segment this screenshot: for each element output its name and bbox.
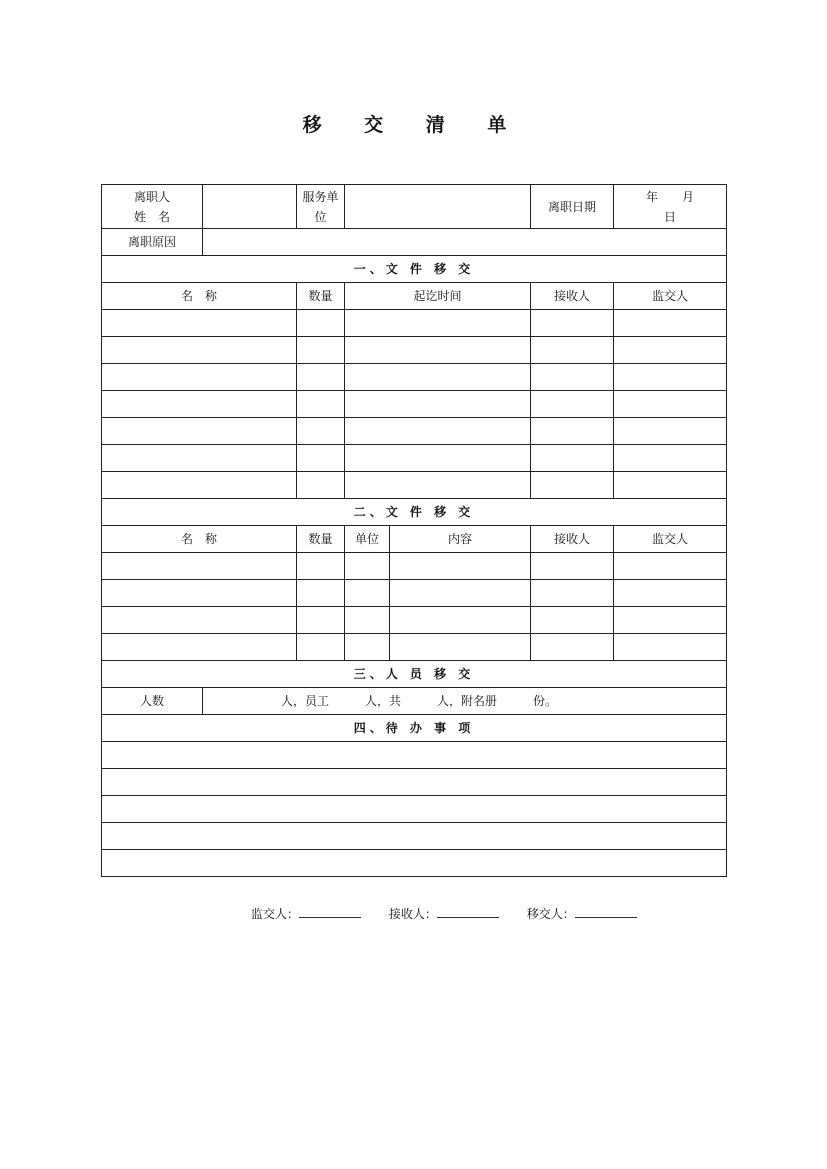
- supervisor-signature-label: 监交人：: [251, 907, 300, 921]
- todo-entry-cell[interactable]: [102, 823, 727, 850]
- s1-entry-cell[interactable]: [345, 418, 531, 445]
- handover-signature-blank[interactable]: [575, 905, 637, 918]
- todo-entry-cell[interactable]: [102, 796, 727, 823]
- s1-entry-cell[interactable]: [614, 364, 727, 391]
- handover-form-table: [101, 184, 727, 877]
- section1-title-row: [102, 256, 727, 283]
- s1-entry-cell[interactable]: [531, 310, 614, 337]
- s2-col-name: 名 称: [102, 526, 297, 553]
- s1-entry-cell[interactable]: [614, 418, 727, 445]
- s2-entry-row: [102, 580, 727, 607]
- todo-entry-row: [102, 823, 727, 850]
- s1-col-supervisor: 监交人: [614, 283, 727, 310]
- name-field[interactable]: [203, 185, 297, 229]
- date-year-month: 年 月: [645, 189, 694, 204]
- s1-entry-cell[interactable]: [297, 310, 345, 337]
- name-label-line1: 离职人: [133, 189, 170, 204]
- receiver-signature-label: 接收人：: [388, 907, 437, 921]
- handover-signature: [527, 905, 637, 922]
- headcount-row: [102, 688, 727, 715]
- s2-col-supervisor: 监交人: [614, 526, 727, 553]
- reason-row: [102, 229, 727, 256]
- s2-entry-cell[interactable]: [345, 553, 390, 580]
- section1-header-row: [102, 283, 727, 310]
- s1-entry-cell[interactable]: [345, 337, 531, 364]
- s2-entry-cell[interactable]: [390, 607, 531, 634]
- s2-entry-cell[interactable]: [390, 634, 531, 661]
- s1-entry-cell[interactable]: [345, 445, 531, 472]
- section2-header-row: [102, 526, 727, 553]
- s2-entry-row: [102, 607, 727, 634]
- section2-title-row: [102, 499, 727, 526]
- s2-entry-cell[interactable]: [614, 607, 727, 634]
- s2-entry-cell[interactable]: [102, 607, 297, 634]
- s2-entry-cell[interactable]: [297, 580, 345, 607]
- s2-entry-cell[interactable]: [297, 634, 345, 661]
- todo-entry-cell[interactable]: [102, 742, 727, 769]
- s1-entry-cell[interactable]: [102, 418, 297, 445]
- s2-entry-cell[interactable]: [102, 580, 297, 607]
- s1-entry-cell[interactable]: [102, 472, 297, 499]
- s1-entry-cell[interactable]: [297, 418, 345, 445]
- s1-entry-cell[interactable]: [345, 472, 531, 499]
- s1-entry-row: [102, 337, 727, 364]
- todo-entry-row: [102, 742, 727, 769]
- section3-title-row: [102, 661, 727, 688]
- s1-entry-cell[interactable]: [531, 445, 614, 472]
- s2-entry-row: [102, 553, 727, 580]
- name-label: [102, 185, 203, 229]
- s2-col-unit: 单位: [345, 526, 390, 553]
- s2-entry-cell[interactable]: [531, 580, 614, 607]
- todo-entry-row: [102, 850, 727, 877]
- s1-col-quantity: 数量: [297, 283, 345, 310]
- s2-entry-cell[interactable]: [345, 607, 390, 634]
- s2-entry-cell[interactable]: [102, 553, 297, 580]
- signature-line: [251, 905, 661, 922]
- s2-entry-cell[interactable]: [345, 634, 390, 661]
- unit-field[interactable]: [345, 185, 531, 229]
- s2-entry-cell[interactable]: [614, 634, 727, 661]
- s2-entry-cell[interactable]: [102, 634, 297, 661]
- s1-entry-cell[interactable]: [102, 310, 297, 337]
- receiver-signature-blank[interactable]: [437, 905, 499, 918]
- s1-entry-cell[interactable]: [297, 391, 345, 418]
- s2-entry-cell[interactable]: [390, 553, 531, 580]
- headcount-field[interactable]: 人，员工 人，共 人，附名册 份。: [203, 688, 727, 715]
- s1-entry-cell[interactable]: [531, 364, 614, 391]
- unit-label-line2: 位: [314, 209, 327, 224]
- s2-entry-cell[interactable]: [531, 553, 614, 580]
- s1-entry-row: [102, 418, 727, 445]
- s2-entry-cell[interactable]: [531, 634, 614, 661]
- s2-entry-row: [102, 634, 727, 661]
- s2-entry-cell[interactable]: [345, 580, 390, 607]
- todo-entry-cell[interactable]: [102, 769, 727, 796]
- s1-entry-cell[interactable]: [614, 445, 727, 472]
- s1-entry-cell[interactable]: [102, 364, 297, 391]
- s1-entry-cell[interactable]: [297, 445, 345, 472]
- todo-entry-row: [102, 769, 727, 796]
- s1-col-receiver: 接收人: [531, 283, 614, 310]
- s1-col-name: 名 称: [102, 283, 297, 310]
- s1-entry-cell[interactable]: [531, 337, 614, 364]
- s2-col-receiver: 接收人: [531, 526, 614, 553]
- reason-label: 离职原因: [102, 229, 203, 256]
- header-row: [102, 185, 727, 229]
- receiver-signature: [389, 905, 499, 922]
- s1-entry-cell[interactable]: [297, 337, 345, 364]
- section4-title-row: [102, 715, 727, 742]
- s1-entry-row: [102, 472, 727, 499]
- supervisor-signature: [251, 905, 361, 922]
- unit-label-line1: 服务单: [302, 189, 339, 204]
- page-title: 移 交 清 单: [302, 114, 525, 136]
- s1-entry-cell[interactable]: [531, 391, 614, 418]
- s1-col-period: 起讫时间: [345, 283, 531, 310]
- section3-title: 三、人 员 移 交: [102, 661, 727, 688]
- s1-entry-cell[interactable]: [531, 472, 614, 499]
- date-day: 日: [663, 209, 676, 224]
- s1-entry-row: [102, 445, 727, 472]
- section1-title: 一、文 件 移 交: [102, 256, 727, 283]
- s2-col-content: 内容: [390, 526, 531, 553]
- s1-entry-cell[interactable]: [614, 310, 727, 337]
- handover-signature-label: 移交人：: [526, 907, 575, 921]
- s1-entry-cell[interactable]: [102, 391, 297, 418]
- s1-entry-cell[interactable]: [614, 391, 727, 418]
- name-label-line2: 姓 名: [133, 209, 170, 224]
- s2-entry-cell[interactable]: [614, 580, 727, 607]
- s2-entry-cell[interactable]: [531, 607, 614, 634]
- s1-entry-cell[interactable]: [102, 337, 297, 364]
- s1-entry-cell[interactable]: [297, 364, 345, 391]
- section4-title: 四、待 办 事 项: [102, 715, 727, 742]
- date-label: 离职日期: [531, 185, 614, 229]
- date-field[interactable]: [614, 185, 727, 229]
- s1-entry-row: [102, 391, 727, 418]
- s1-entry-cell[interactable]: [345, 364, 531, 391]
- s2-col-quantity: 数量: [297, 526, 345, 553]
- s1-entry-cell[interactable]: [614, 337, 727, 364]
- s2-entry-cell[interactable]: [614, 553, 727, 580]
- s1-entry-cell[interactable]: [102, 445, 297, 472]
- s2-entry-cell[interactable]: [297, 553, 345, 580]
- section2-title: 二、文 件 移 交: [102, 499, 727, 526]
- todo-entry-cell[interactable]: [102, 850, 727, 877]
- reason-field[interactable]: [203, 229, 727, 256]
- s1-entry-cell[interactable]: [531, 418, 614, 445]
- s1-entry-row: [102, 310, 727, 337]
- s2-entry-cell[interactable]: [390, 580, 531, 607]
- s1-entry-cell[interactable]: [297, 472, 345, 499]
- s1-entry-cell[interactable]: [345, 391, 531, 418]
- supervisor-signature-blank[interactable]: [299, 905, 361, 918]
- s1-entry-cell[interactable]: [614, 472, 727, 499]
- s1-entry-cell[interactable]: [345, 310, 531, 337]
- s2-entry-cell[interactable]: [297, 607, 345, 634]
- headcount-label: 人数: [102, 688, 203, 715]
- unit-label: [297, 185, 345, 229]
- s1-entry-row: [102, 364, 727, 391]
- todo-entry-row: [102, 796, 727, 823]
